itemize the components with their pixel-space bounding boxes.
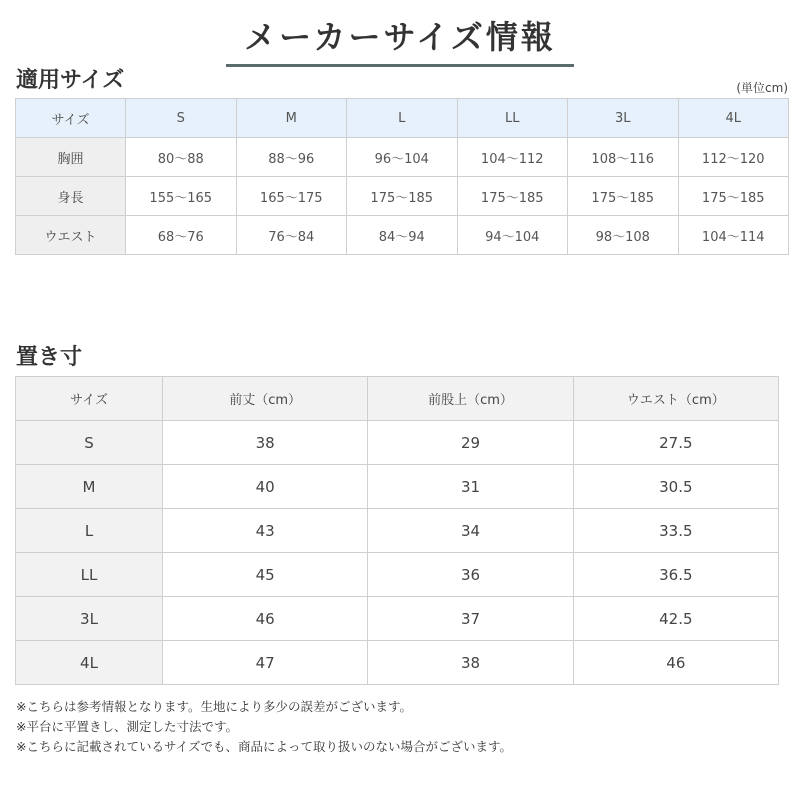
header-cell: M: [236, 99, 347, 138]
table-cell: 94〜104: [457, 216, 568, 255]
table-cell: 34: [368, 509, 573, 553]
table-cell: 42.5: [573, 597, 778, 641]
table-cell: 104〜114: [678, 216, 789, 255]
notes-block: [16, 697, 512, 757]
header-cell: サイズ: [16, 99, 126, 138]
table-cell: 108〜116: [568, 138, 679, 177]
table-cell: 31: [368, 465, 573, 509]
row-label-cell: S: [16, 421, 163, 465]
note-line: ※こちらは参考情報となります。生地により多少の誤差がございます。: [16, 699, 412, 714]
table-cell: 84〜94: [347, 216, 458, 255]
table-cell: 155〜165: [126, 177, 237, 216]
applicable-size-table: [15, 98, 789, 255]
table-cell: 43: [163, 509, 368, 553]
table-cell: 96〜104: [347, 138, 458, 177]
table-cell: 175〜185: [347, 177, 458, 216]
table-cell: 46: [573, 641, 778, 685]
table-cell: 47: [163, 641, 368, 685]
table-cell: 175〜185: [457, 177, 568, 216]
table-row: [16, 177, 789, 216]
table-cell: 37: [368, 597, 573, 641]
header-cell: サイズ: [16, 377, 163, 421]
header-cell: 前股上（cm）: [368, 377, 573, 421]
row-label-cell: L: [16, 509, 163, 553]
table-cell: 45: [163, 553, 368, 597]
table-cell: 40: [163, 465, 368, 509]
table-cell: 46: [163, 597, 368, 641]
row-label-cell: M: [16, 465, 163, 509]
section-heading-flat-measurements: 置き寸: [16, 345, 83, 370]
table-cell: 33.5: [573, 509, 778, 553]
row-label-cell: 3L: [16, 597, 163, 641]
table-cell: 36: [368, 553, 573, 597]
table-header-row: [16, 99, 789, 138]
table-row: [16, 597, 779, 641]
header-cell: ウエスト（cm）: [573, 377, 778, 421]
header-cell: S: [126, 99, 237, 138]
header-cell: L: [347, 99, 458, 138]
row-label-cell: 身長: [16, 177, 126, 216]
table-header-row: [16, 377, 779, 421]
row-label-cell: ウエスト: [16, 216, 126, 255]
table-cell: 98〜108: [568, 216, 679, 255]
table-row: [16, 553, 779, 597]
table-row: [16, 509, 779, 553]
table-cell: 76〜84: [236, 216, 347, 255]
row-label-cell: 胸囲: [16, 138, 126, 177]
table-row: [16, 216, 789, 255]
page-title: メーカーサイズ情報: [226, 8, 574, 67]
note-line: ※こちらに記載されているサイズでも、商品によって取り扱いのない場合がございます。: [16, 739, 512, 754]
header-cell: 4L: [678, 99, 789, 138]
row-label-cell: LL: [16, 553, 163, 597]
table-cell: 175〜185: [678, 177, 789, 216]
table-cell: 30.5: [573, 465, 778, 509]
table-cell: 38: [368, 641, 573, 685]
table-cell: 27.5: [573, 421, 778, 465]
table-row: [16, 465, 779, 509]
flat-measurements-table: [15, 376, 779, 685]
note-line: ※平台に平置きし、測定した寸法です。: [16, 719, 238, 734]
header-cell: LL: [457, 99, 568, 138]
header-cell: 前丈（cm）: [163, 377, 368, 421]
title-wrapper: [0, 8, 800, 67]
table-cell: 88〜96: [236, 138, 347, 177]
header-cell: 3L: [568, 99, 679, 138]
table-cell: 80〜88: [126, 138, 237, 177]
unit-note: (単位cm): [736, 81, 788, 95]
table-cell: 68〜76: [126, 216, 237, 255]
table-cell: 175〜185: [568, 177, 679, 216]
table-cell: 104〜112: [457, 138, 568, 177]
section-heading-applicable-size: 適用サイズ: [16, 68, 125, 93]
table-row: [16, 421, 779, 465]
row-label-cell: 4L: [16, 641, 163, 685]
table-cell: 38: [163, 421, 368, 465]
table-cell: 112〜120: [678, 138, 789, 177]
table-row: [16, 641, 779, 685]
table-cell: 36.5: [573, 553, 778, 597]
table-row: [16, 138, 789, 177]
table-cell: 165〜175: [236, 177, 347, 216]
table-cell: 29: [368, 421, 573, 465]
